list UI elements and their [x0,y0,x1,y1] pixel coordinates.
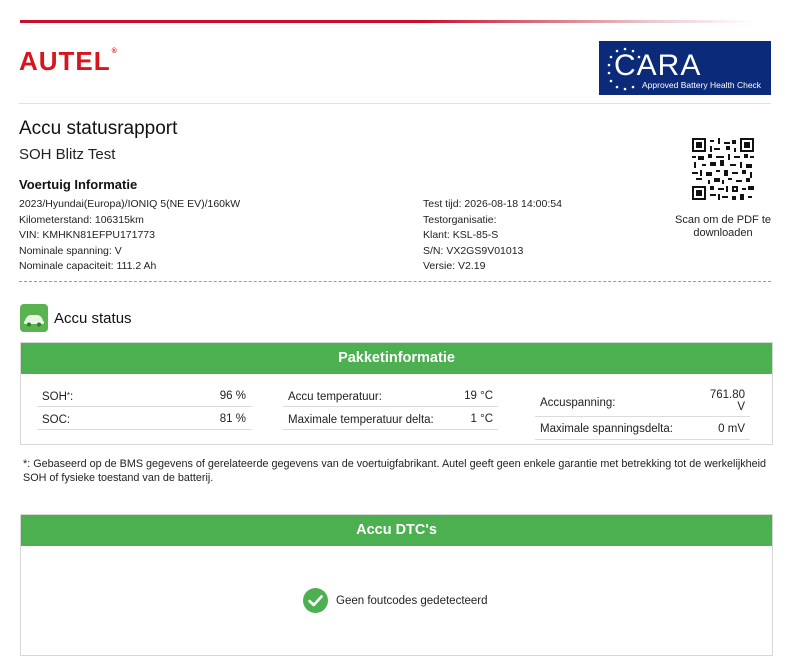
dtc-title: Accu DTC's [21,515,772,546]
test-organisation: Testorganisatie: [423,213,497,226]
temperature-value: 19 °C [464,390,493,402]
row-divider [535,439,750,440]
report-title: Accu statusrapport [19,118,178,139]
voltage-label: Accuspanning: [540,397,616,409]
row-divider [283,429,498,430]
report-subtitle: SOH Blitz Test [19,146,116,163]
vehicle-model: 2023/Hyundai(Europa)/IONIQ 5(NE EV)/160kW [19,198,241,210]
voltage-value: 761.80 V [709,389,745,413]
vehicle-info-heading: Voertuig Informatie [19,177,138,192]
cara-tagline: Approved Battery Health Check [642,80,762,90]
version: Versie: V2.19 [423,260,486,272]
accu-status-heading: Accu status [54,310,132,327]
cara-name: CARA [614,49,702,82]
vehicle-mileage: Kilometerstand: 106315km [19,213,144,226]
voltage-delta-label: Maximale spanningsdelta: [540,423,673,435]
vehicle-nominal-voltage: Nominale spanning: V [19,244,122,257]
customer: Klant: KSL-85-S [423,229,499,241]
packet-info-title: Pakketinformatie [21,343,772,374]
row-divider [37,429,252,430]
cara-certification-badge [599,41,771,95]
serial-number: S/N: VX2GS9V01013 [423,244,524,257]
soc-label: SOC: [42,414,71,426]
vehicle-info-left [19,197,240,275]
temperature-delta-value: 1 °C [470,413,493,425]
soh-value: 96 % [219,390,246,402]
vehicle-nominal-capacity: Nominale capaciteit: 111.2 Ah [19,260,157,272]
row-divider [283,406,498,407]
soh-footnote: *: Gebaseerd op de BMS gegevens of gerelateerde gegevens van de voertuigfabrikant. Autel geeft geen enkele garantie met betrekking tot de werkelijkheid SOH of fysieke toestand van de batterij. [23,458,767,484]
header-accent-line [20,20,755,23]
no-dtc-message: Geen foutcodes gedetecteerd [336,595,488,607]
qr-caption: Scan om de PDF te downloaden [675,214,771,239]
qr-code-icon[interactable] [692,138,754,200]
test-time: Test tijd: 2026-08-18 14:00:54 [423,198,562,210]
row-divider [37,406,252,407]
vehicle-vin: VIN: KMHKN81EFPU171773 [19,229,155,241]
row-divider [535,416,750,417]
header-divider [19,103,771,104]
soh-label: SOH*: [42,391,74,403]
autel-logo: AUTEL® [19,46,118,76]
soc-value: 81 % [219,413,246,425]
temperature-delta-label: Maximale temperatuur delta: [288,414,434,426]
temperature-label: Accu temperatuur: [288,391,382,403]
voltage-delta-value: 0 mV [718,423,745,435]
section-divider [19,281,771,282]
vehicle-info-right [423,197,562,275]
dtc-panel [20,514,773,656]
check-circle-icon [303,588,328,613]
battery-car-icon [20,304,48,332]
